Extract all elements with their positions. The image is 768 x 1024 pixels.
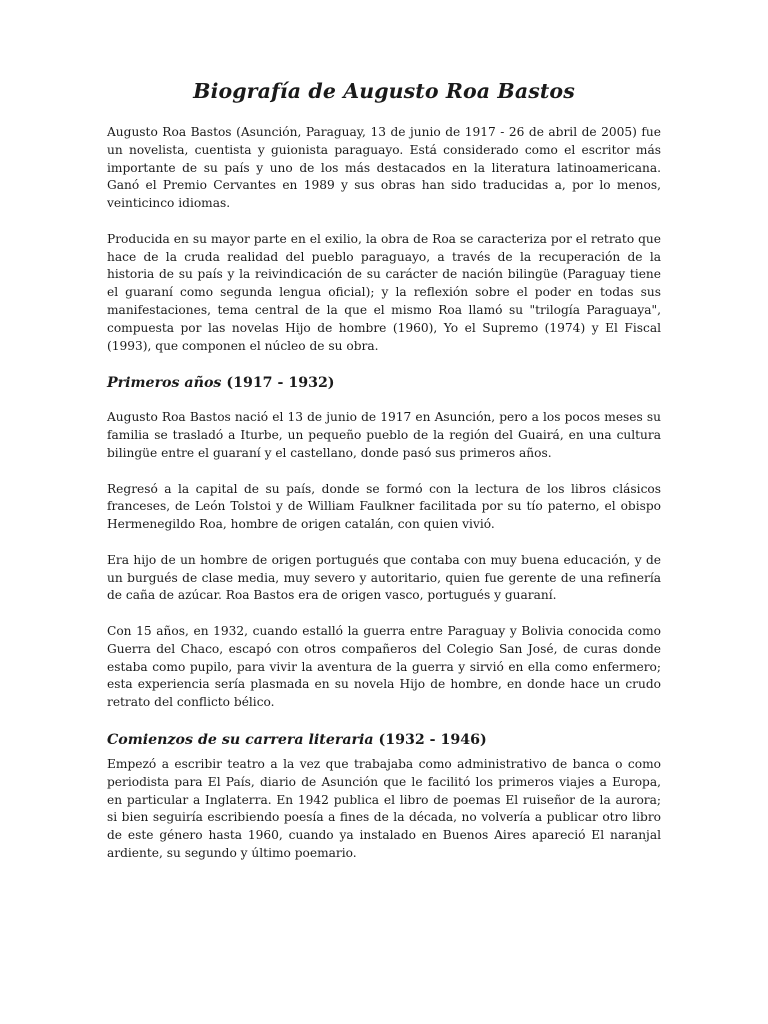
section-heading-years: (1932 - 1946)	[378, 731, 487, 748]
document-title: Biografía de Augusto Roa Bastos	[193, 79, 575, 103]
section-1-paragraph-1: Augusto Roa Bastos nació el 13 de junio de 1917 en Asunción, pero a los pocos meses su familia se trasladó a Iturbe, un pequeño pueblo de la región del Guairá, en una cultura bilingüe entre el guaraní y el castellano, donde pasó sus primeros años.	[107, 410, 661, 460]
intro-paragraph-2: Producida en su mayor parte en el exilio, la obra de Roa se caracteriza por el retrato que hace de la cruda realidad del pueblo paraguayo, a través de la recuperación de la historia de su país y la reivindicación de su carácter de nación bilingüe (Paraguay tiene el guaraní como segunda lengua oficial); y la reflexión sobre el poder en todas sus manifestaciones, tema central de la que el mismo Roa llamó su "trilogía Paraguaya", compuesta por las novelas Hijo de hombre (1960), Yo el Supremo (1974) y El Fiscal (1993), que componen el núcleo de su obra.	[107, 231, 661, 353]
section-1-paragraph-3: Era hijo de un hombre de origen portugués que contaba con muy buena educación, y de un burgués de clase media, muy severo y autoritario, quien fue gerente de una refinería de caña de azúcar. Roa Bastos era de origen vasco, portugués y guaraní.	[107, 552, 661, 603]
section-1-paragraph-4: Con 15 años, en 1932, cuando estalló la guerra entre Paraguay y Bolivia conocida como Guerra del Chaco, escapó con otros compañeros del Colegio San José, de curas donde estaba como pupilo, para vivir la aventura de la guerra y sirvió en ella como enfermero; esta experiencia sería plasmada en su novela Hijo de hombre, en donde hace un crudo retrato del conflicto bélico.	[107, 623, 661, 710]
section-1-paragraph-2: Regresó a la capital de su país, donde se formó con la lectura de los libros clásicos franceses, de León Tolstoi y de William Faulkner facilitada por su tío paterno, el obispo Hermenegildo Roa, hombre de origen catalán, con quien vivió.	[107, 481, 661, 532]
section-heading-primeros-anos	[107, 373, 661, 393]
intro-paragraph-1: Augusto Roa Bastos (Asunción, Paraguay, 13 de junio de 1917 - 26 de abril de 2005) fue un novelista, cuentista y guionista paraguayo. Está considerado como el escritor más importante de su país y uno de los más destacados en la literatura latinoamericana. Ganó el Premio Cervantes en 1989 y sus obras han sido traducidas a, por lo menos, veinticinco idiomas.	[107, 125, 661, 211]
section-heading-title: Comienzos de su carrera literaria	[107, 731, 374, 748]
section-2-paragraph-1: Empezó a escribir teatro a la vez que trabajaba como administrativo de banca o como periodista para El País, diario de Asunción que le facilitó los primeros viajes a Europa, en particular a Inglaterra. En 1942 publica el libro de poemas El ruiseñor de la aurora; si bien seguiría escribiendo poesía a fines de la década, no volvería a publicar otro libro de este género hasta 1960, cuando ya instalado en Buenos Aires apareció El naranjal ardiente, su segundo y último poemario.	[107, 756, 661, 860]
section-heading-title: Primeros años	[107, 375, 222, 392]
section-heading-comienzos	[107, 730, 661, 750]
section-heading-years: (1917 - 1932)	[226, 375, 335, 392]
